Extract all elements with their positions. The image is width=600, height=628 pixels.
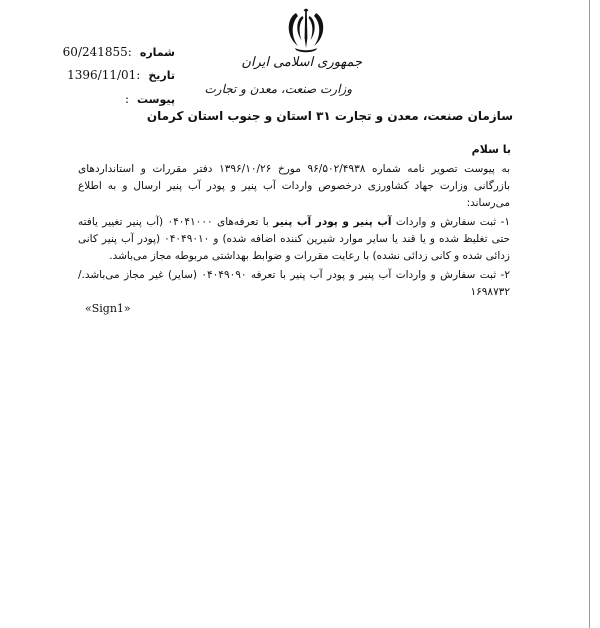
recipient-organization: سازمان صنعت، معدن و تجارت ۳۱ استان و جنوب استان کرمان — [146, 109, 513, 123]
letter-number-value: 60/241855: — [62, 45, 132, 59]
body-item-2: ۲- ثبت سفارش و واردات آب پنیر و پودر آب پنیر با تعرفه ۰۴۰۴۹۰۹۰ (سایر) غیر مجاز می‌باشد./۱۶۹۸۷۳۲ — [78, 269, 510, 298]
greeting: با سلام — [471, 143, 511, 156]
page-edge-divider — [589, 0, 590, 628]
republic-title: جمهوری اسلامی ایران — [241, 55, 362, 70]
attachment-row — [25, 90, 175, 108]
body-intro: به پیوست تصویر نامه شماره ۹۶/۵۰۲/۴۹۳۸ مورخ ۱۳۹۶/۱۰/۲۶ دفتر مقررات و استانداردهای بازرگانی وزارت جهاد کشاورزی درخصوص واردات آب پنیر و پودر آب پنیر ارسال و به اطلاع می‌رساند: — [78, 163, 510, 209]
body-item-1-start: ۱- ثبت سفارش و واردات — [391, 216, 510, 228]
signature-placeholder: «Sign1» — [85, 302, 131, 315]
ministry-title: وزارت صنعت، معدن و تجارت — [204, 82, 352, 96]
letter-number-row — [25, 43, 175, 61]
body-item-1 — [78, 214, 510, 265]
letter-number-label: شماره — [139, 45, 175, 59]
letter-date-label: تاریخ — [148, 68, 175, 82]
body-item-1-bold: آب پنیر و پودر آب پنیر — [273, 216, 392, 228]
letter-body — [78, 161, 510, 303]
iran-emblem-icon — [283, 8, 329, 54]
letter-date-row — [25, 66, 175, 84]
attachment-value: : — [124, 92, 130, 106]
body-item-1-rest: با تعرفه‌های ۰۴۰۴۱۰۰۰ (آب پنیر تغییر یافته حتی تغلیظ شده و یا قند یا سایر موارد شیرین کننده اضافه شده) و ۰۴۰۴۹۰۱۰ (پودر آب پنیر کانی زدائی شده و کانی زدائی نشده) با رعایت مقررات و ضوابط بهداشتی مربوطه مجاز می‌باشد. — [78, 216, 510, 262]
attachment-label: پیوست — [137, 92, 175, 106]
letter-date-value: 1396/11/01: — [67, 68, 141, 82]
